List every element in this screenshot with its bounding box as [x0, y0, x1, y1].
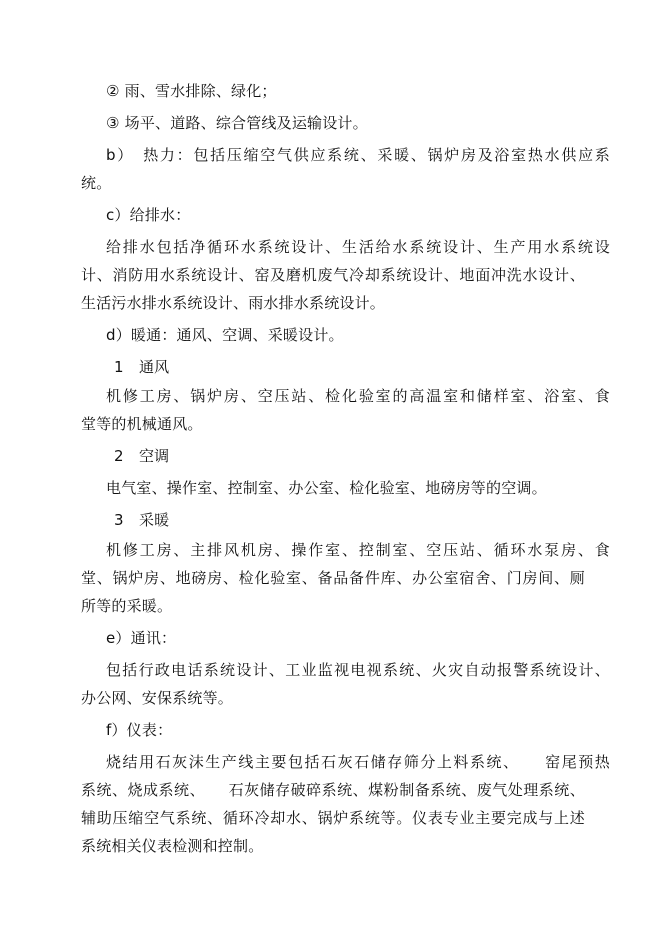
paragraph-instrument-1: 烧结用石灰沫生产线主要包括石灰石储存筛分上料系统、 窑尾预热: [106, 753, 610, 771]
item-rain-snow-drainage: ② 雨、雪水排除、绿化；: [106, 82, 277, 100]
item-site-road-pipeline: ③ 场平、道路、综合管线及运输设计。: [106, 114, 368, 132]
section-b-thermal: b） 热力：包括压缩空气供应系统、采暖、锅炉房及浴室热水供应系: [106, 146, 610, 164]
section-d-heading: d）暖通：通风、空调、采暖设计。: [106, 326, 344, 344]
paragraph-heating-1: 机修工房、主排风机房、操作室、控制室、空压站、循环水泵房、食: [106, 541, 610, 559]
subheading-heating: 3 采暖: [114, 511, 170, 529]
paragraph-ventilation-1: 机修工房、锅炉房、空压站、检化验室的高温室和储样室、浴室、食: [106, 387, 610, 405]
paragraph-instrument-4: 系统相关仪表检测和控制。: [81, 837, 264, 855]
paragraph-communication-1: 包括行政电话系统设计、工业监视电视系统、火灾自动报警系统设计、: [106, 661, 610, 679]
subheading-air-conditioning: 2 空调: [114, 447, 170, 465]
paragraph-heating-3: 所等的采暖。: [81, 597, 173, 615]
section-f-heading: f）仪表：: [106, 721, 173, 739]
subheading-ventilation: 1 通风: [114, 358, 170, 376]
paragraph-heating-2: 堂、锅炉房、地磅房、检化验室、备品备件库、办公室宿舍、门房间、厕: [81, 569, 585, 587]
section-b-thermal-cont: 统。: [81, 174, 112, 192]
section-c-heading: c）给排水：: [106, 206, 191, 224]
paragraph-instrument-2: 系统、烧成系统、 石灰储存破碎系统、煤粉制备系统、废气处理系统、: [81, 781, 585, 799]
paragraph-instrument-3: 辅助压缩空气系统、循环冷却水、锅炉系统等。仪表专业主要完成与上述: [81, 809, 585, 827]
paragraph-water-2: 计、消防用水系统设计、窑及磨机废气冷却系统设计、地面冲洗水设计、: [81, 266, 585, 284]
section-e-heading: e）通讯：: [106, 629, 177, 647]
paragraph-water-3: 生活污水排水系统设计、雨水排水系统设计。: [81, 294, 386, 312]
paragraph-ventilation-2: 堂等的机械通风。: [81, 415, 203, 433]
paragraph-communication-2: 办公网、安保系统等。: [81, 689, 234, 707]
paragraph-air-conditioning: 电气室、操作室、控制室、办公室、检化验室、地磅房等的空调。: [106, 479, 547, 497]
paragraph-water-1: 给排水包括净循环水系统设计、生活给水系统设计、生产用水系统设: [106, 238, 610, 256]
